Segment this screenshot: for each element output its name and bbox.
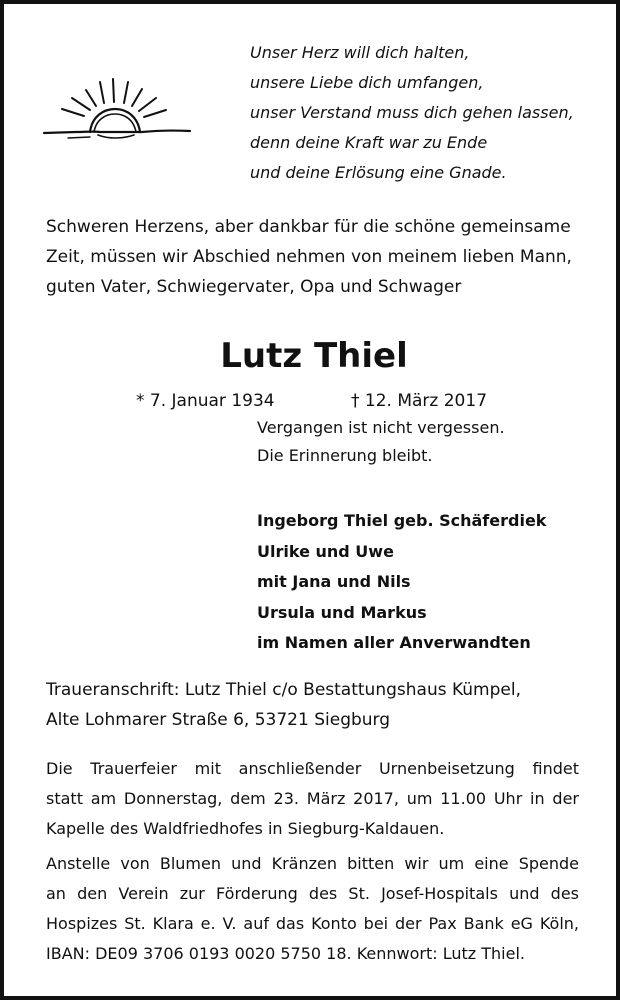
poem-line: und deine Erlösung eine Gnade. — [250, 163, 507, 182]
verse-line: Die Erinnerung bleibt. — [257, 446, 433, 465]
intro-line: Schweren Herzens, aber dankbar für die schöne gemeinsame — [46, 217, 571, 237]
donation-line: Hospizes St. Klara e. V. auf das Konto bei der Pax Bank eG Köln, — [46, 914, 579, 933]
donation-paragraph — [46, 849, 579, 969]
intro-paragraph — [46, 212, 586, 302]
ceremony-line: Die Trauerfeier mit anschließender Urnenbeisetzung findet — [46, 759, 579, 778]
setting-sun-icon — [42, 76, 192, 156]
poem-line: denn deine Kraft war zu Ende — [250, 133, 488, 152]
poem-line: Unser Herz will dich halten, — [250, 43, 470, 62]
poem-line: unsere Liebe dich umfangen, — [250, 73, 484, 92]
memorial-verse — [257, 414, 505, 470]
funeral-ceremony-paragraph — [46, 754, 579, 844]
mourner-line: im Namen aller Anverwandten — [257, 633, 531, 652]
ceremony-line: statt am Donnerstag, dem 23. März 2017, um 11.00 Uhr in der — [46, 789, 579, 808]
mourner-line: Ingeborg Thiel geb. Schäferdiek — [257, 511, 547, 530]
poem — [250, 38, 590, 188]
ceremony-line: Kapelle des Waldfriedhofes in Siegburg-Kaldauen. — [46, 819, 445, 838]
donation-line: an den Verein zur Förderung des St. Josef-Hospitals und des — [46, 884, 579, 903]
poem-line: unser Verstand muss dich gehen lassen, — [250, 103, 574, 122]
deceased-name: Lutz Thiel — [220, 336, 408, 376]
mourners-list — [257, 506, 546, 659]
mourner-line: Ulrike und Uwe — [257, 541, 394, 561]
mourning-address — [46, 675, 586, 735]
intro-line: Zeit, müssen wir Abschied nehmen von meinem lieben Mann, — [46, 247, 572, 267]
address-line: Traueranschrift: Lutz Thiel c/o Bestattungshaus Kümpel, — [46, 680, 521, 700]
intro-line: guten Vater, Schwiegervater, Opa und Schwager — [46, 277, 462, 297]
address-line: Alte Lohmarer Straße 6, 53721 Siegburg — [46, 710, 391, 730]
donation-line: IBAN: DE09 3706 0193 0020 5750 18. Kennwort: Lutz Thiel. — [46, 944, 525, 963]
verse-line: Vergangen ist nicht vergessen. — [257, 418, 505, 437]
mourner-line: Ursula und Markus — [257, 602, 427, 622]
death-date: † 12. März 2017 — [351, 391, 488, 411]
birth-date: * 7. Januar 1934 — [136, 391, 275, 411]
mourner-line: mit Jana und Nils — [257, 572, 411, 591]
donation-line: Anstelle von Blumen und Kränzen bitten wir um eine Spende — [46, 854, 579, 873]
